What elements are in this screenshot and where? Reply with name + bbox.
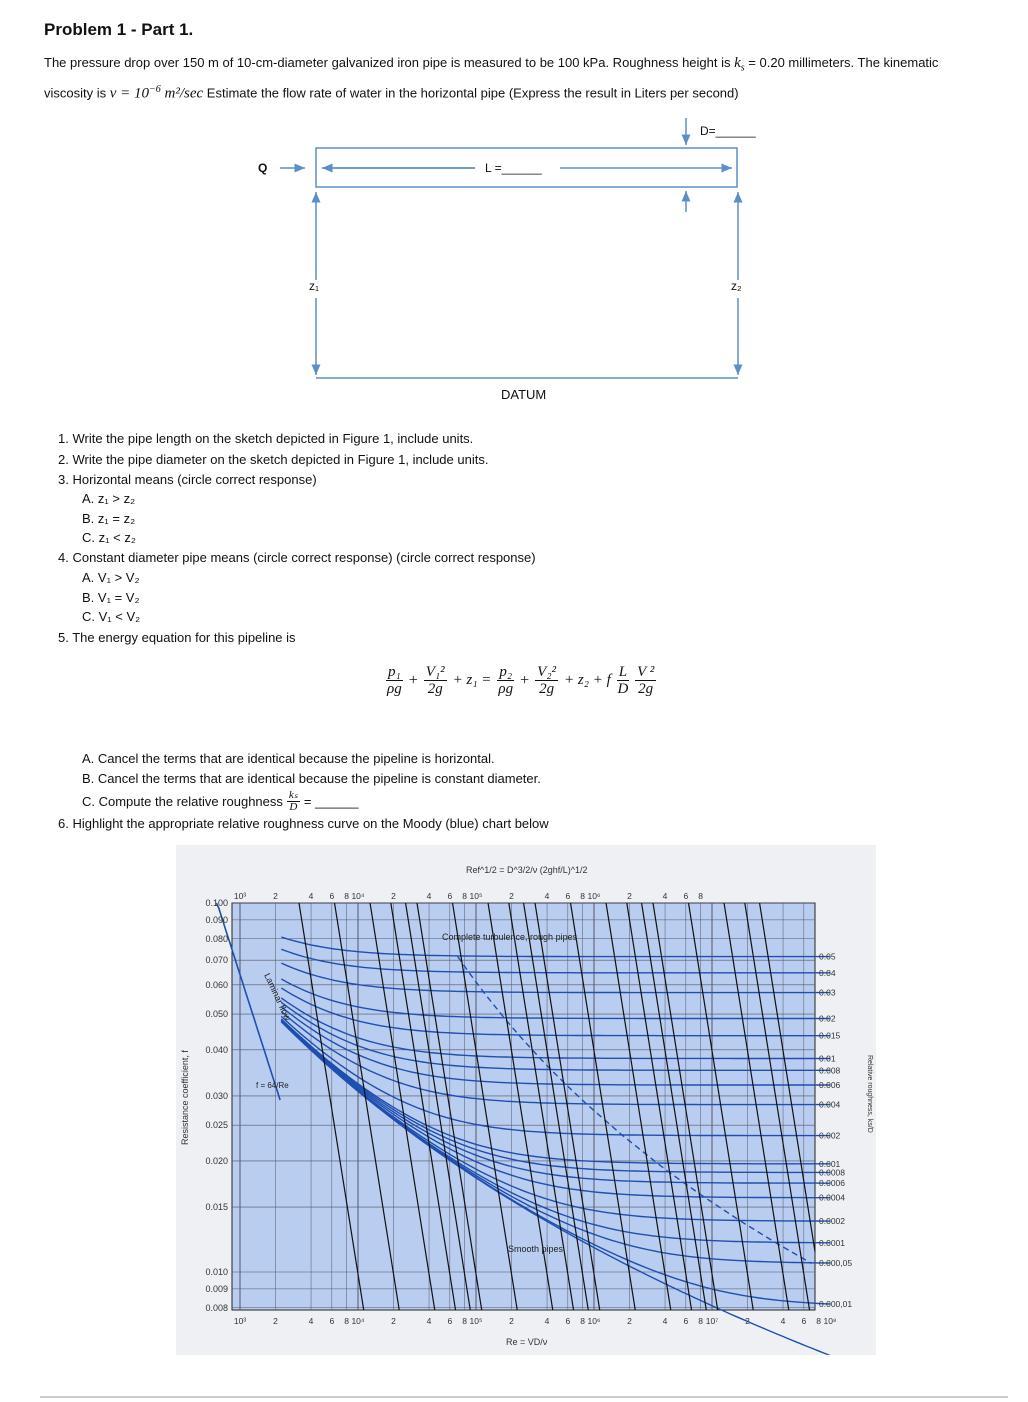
top-tick-label: 4 bbox=[662, 891, 668, 901]
roughness-label: 0.015 bbox=[819, 1030, 841, 1041]
x-tick-label: 4 bbox=[308, 1316, 314, 1326]
x-tick-label: 6 bbox=[801, 1316, 807, 1326]
x-tick-label: 4 bbox=[780, 1316, 786, 1326]
top-tick-label: 2 bbox=[391, 891, 396, 901]
statement-text: Estimate the flow rate of water in the horizontal pipe (Express the result in Liters per second) bbox=[203, 84, 739, 100]
roughness-label: 0.001 bbox=[819, 1158, 841, 1169]
top-tick-label: 10³ bbox=[233, 891, 247, 901]
roughness-label: 0.0004 bbox=[819, 1192, 845, 1203]
x-tick-label: 4 bbox=[662, 1316, 668, 1326]
roughness-label: 0.02 bbox=[819, 1013, 836, 1024]
x-tick-label: 2 bbox=[745, 1316, 750, 1326]
relative-roughness-blank[interactable]: = ______ bbox=[303, 794, 359, 809]
x-tick-label: 6 bbox=[447, 1316, 453, 1326]
pipe-sketch bbox=[0, 0, 1028, 420]
x-tick-label: 2 bbox=[273, 1316, 278, 1326]
top-tick-label: 8 bbox=[580, 891, 585, 901]
y-tick-label: 0.009 bbox=[205, 1283, 228, 1294]
question-3: 3. Horizontal means (circle correct response) bbox=[58, 472, 317, 487]
nu-units: m²/sec bbox=[160, 84, 204, 101]
top-tick-label: 8 bbox=[698, 891, 703, 901]
x-tick-label: 10³ bbox=[233, 1316, 247, 1326]
nu-exponent: −6 bbox=[149, 83, 161, 95]
diameter-label: D=______ bbox=[700, 124, 756, 138]
roughness-label: 0.000,05 bbox=[819, 1257, 853, 1268]
smooth-pipes-label: Smooth pipes bbox=[508, 1244, 564, 1254]
y-tick-label: 0.010 bbox=[205, 1267, 228, 1277]
top-tick-label: 4 bbox=[308, 891, 314, 901]
top-tick-label: 2 bbox=[627, 891, 632, 901]
x-tick-label: 2 bbox=[509, 1316, 514, 1326]
roughness-label: 0.03 bbox=[819, 987, 836, 998]
laminar-flow-label: Laminar flow bbox=[262, 971, 293, 1023]
question-2: 2. Write the pipe diameter on the sketch depicted in Figure 1, include units. bbox=[58, 452, 489, 467]
question-5: 5. The energy equation for this pipeline is bbox=[58, 630, 296, 645]
top-tick-label: 10⁴ bbox=[351, 891, 365, 901]
y-tick-label: 0.020 bbox=[205, 1155, 228, 1166]
x-tick-label: 10⁵ bbox=[469, 1316, 483, 1326]
option-3a[interactable]: A. z₁ > z₂ bbox=[82, 491, 136, 506]
y-tick-label: 0.060 bbox=[205, 979, 228, 990]
z1-label: z₁ bbox=[309, 279, 320, 293]
top-tick-label: 4 bbox=[426, 891, 432, 901]
y-tick-label: 0.080 bbox=[205, 933, 228, 944]
top-tick-label: 6 bbox=[447, 891, 453, 901]
chart-title: Ref^1/2 = D^3/2/ν (2ghf/L)^1/2 bbox=[466, 865, 588, 875]
roughness-label: 0.04 bbox=[819, 967, 836, 978]
roughness-label: 0.004 bbox=[819, 1099, 841, 1110]
question-6: 6. Highlight the appropriate relative roughness curve on the Moody (blue) chart below bbox=[58, 816, 549, 831]
x-tick-label: 4 bbox=[544, 1316, 550, 1326]
top-tick-label: 2 bbox=[273, 891, 278, 901]
energy-equation: $\frac{\text{p₁}}{\rho g}$ + $\frac{\text{V₁²}}{2g}$ + z₁ = $\frac{\text{p₂}}{\rho g}$ + $\frac{\text{V₂²}}{2g}$ + z₂ + f $\frac{L}{D}$ $\frac{\text{V ²}}{2g}$ bbox=[387, 664, 655, 697]
statement-text: = 0.20 millimeters. The kinematic bbox=[744, 55, 939, 70]
laminar-equation-label: f = 64/Re bbox=[256, 1081, 289, 1090]
roughness-label: 0.006 bbox=[819, 1080, 841, 1091]
x-tick-label: 10⁸ bbox=[823, 1316, 837, 1326]
z2-label: z₂ bbox=[731, 279, 742, 293]
top-tick-label: 10⁶ bbox=[587, 891, 601, 901]
statement-text: The pressure drop over 150 m of 10-cm-diameter galvanized iron pipe is measured to be 100 kPa. Roughness height is bbox=[44, 55, 735, 70]
top-tick-label: 4 bbox=[544, 891, 550, 901]
ks-subscript: s bbox=[740, 62, 745, 74]
y-axis-label: Resistance coefficient, f bbox=[180, 1050, 190, 1145]
length-label: L =______ bbox=[485, 161, 542, 175]
y-tick-label: 0.040 bbox=[205, 1044, 228, 1055]
x-tick-label: 8 bbox=[580, 1316, 585, 1326]
x-tick-label: 4 bbox=[426, 1316, 432, 1326]
y-tick-label: 0.100 bbox=[205, 898, 228, 908]
roughness-label: 0.002 bbox=[819, 1130, 841, 1141]
option-4c[interactable]: C. V₁ < V₂ bbox=[82, 609, 141, 624]
top-tick-label: 10⁵ bbox=[469, 891, 483, 901]
y-tick-label: 0.015 bbox=[205, 1202, 228, 1213]
moody-chart bbox=[176, 845, 876, 1355]
option-4b[interactable]: B. V₁ = V₂ bbox=[82, 590, 140, 605]
y-tick-label: 0.030 bbox=[205, 1090, 228, 1101]
x-tick-label: 6 bbox=[565, 1316, 571, 1326]
roughness-label: 0.0002 bbox=[819, 1216, 845, 1227]
ks-symbol: k bbox=[734, 55, 741, 71]
y-tick-label: 0.025 bbox=[205, 1120, 228, 1131]
divider bbox=[40, 1396, 1008, 1398]
nu-symbol: ν = 10 bbox=[109, 84, 150, 101]
x-tick-label: 2 bbox=[391, 1316, 396, 1326]
top-tick-label: 2 bbox=[509, 891, 514, 901]
roughness-label: 0.000,01 bbox=[819, 1299, 853, 1310]
x-tick-label: 10⁷ bbox=[705, 1316, 719, 1326]
roughness-label: 0.0006 bbox=[819, 1178, 845, 1189]
y-tick-label: 0.070 bbox=[205, 955, 228, 966]
y-tick-label: 0.050 bbox=[205, 1009, 228, 1020]
x-tick-label: 2 bbox=[627, 1316, 632, 1326]
x-tick-label: 6 bbox=[329, 1316, 335, 1326]
x-tick-label: 8 bbox=[698, 1316, 703, 1326]
x-tick-label: 8 bbox=[344, 1316, 349, 1326]
part-b: B. Cancel the terms that are identical because the pipeline is constant diameter. bbox=[82, 771, 541, 786]
datum-label: DATUM bbox=[501, 387, 547, 402]
top-tick-label: 6 bbox=[565, 891, 571, 901]
top-tick-label: 6 bbox=[329, 891, 335, 901]
question-1: 1. Write the pipe length on the sketch depicted in Figure 1, include units. bbox=[58, 431, 474, 446]
roughness-label: 0.0008 bbox=[819, 1167, 845, 1178]
flow-label: Q bbox=[258, 161, 268, 175]
x-tick-label: 6 bbox=[683, 1316, 689, 1326]
roughness-label: 0.01 bbox=[819, 1053, 836, 1064]
roughness-label: 0.008 bbox=[819, 1065, 841, 1076]
part-a: A. Cancel the terms that are identical because the pipeline is horizontal. bbox=[82, 751, 495, 766]
part-c: C. Compute the relative roughness $\frac{\text{kₛ}}{D}$ = ______ bbox=[82, 789, 359, 813]
x-tick-label: 10⁴ bbox=[351, 1316, 365, 1326]
x-axis-label: Re = VD/ν bbox=[506, 1337, 548, 1347]
top-tick-label: 6 bbox=[683, 891, 689, 901]
option-4a[interactable]: A. V₁ > V₂ bbox=[82, 570, 140, 585]
roughness-label: 0.0001 bbox=[819, 1237, 845, 1248]
top-tick-label: 8 bbox=[344, 891, 349, 901]
option-3c[interactable]: C. z₁ < z₂ bbox=[82, 530, 136, 545]
option-3b[interactable]: B. z₁ = z₂ bbox=[82, 511, 136, 526]
problem-title: Problem 1 - Part 1. bbox=[44, 20, 194, 39]
x-tick-label: 8 bbox=[462, 1316, 467, 1326]
y-tick-label: 0.090 bbox=[205, 914, 228, 925]
y-tick-label: 0.008 bbox=[205, 1302, 228, 1313]
x-tick-label: 10⁶ bbox=[587, 1316, 601, 1326]
y2-axis-label: Relative roughness, ks/D bbox=[866, 1055, 873, 1133]
statement-text: viscosity is bbox=[44, 84, 110, 100]
top-tick-label: 8 bbox=[462, 891, 467, 901]
complete-turbulence-label: Complete turbulence, rough pipes bbox=[442, 932, 578, 942]
x-tick-label: 8 bbox=[816, 1316, 821, 1326]
question-4: 4. Constant diameter pipe means (circle correct response) (circle correct response) bbox=[58, 550, 536, 565]
roughness-label: 0.05 bbox=[819, 951, 836, 962]
